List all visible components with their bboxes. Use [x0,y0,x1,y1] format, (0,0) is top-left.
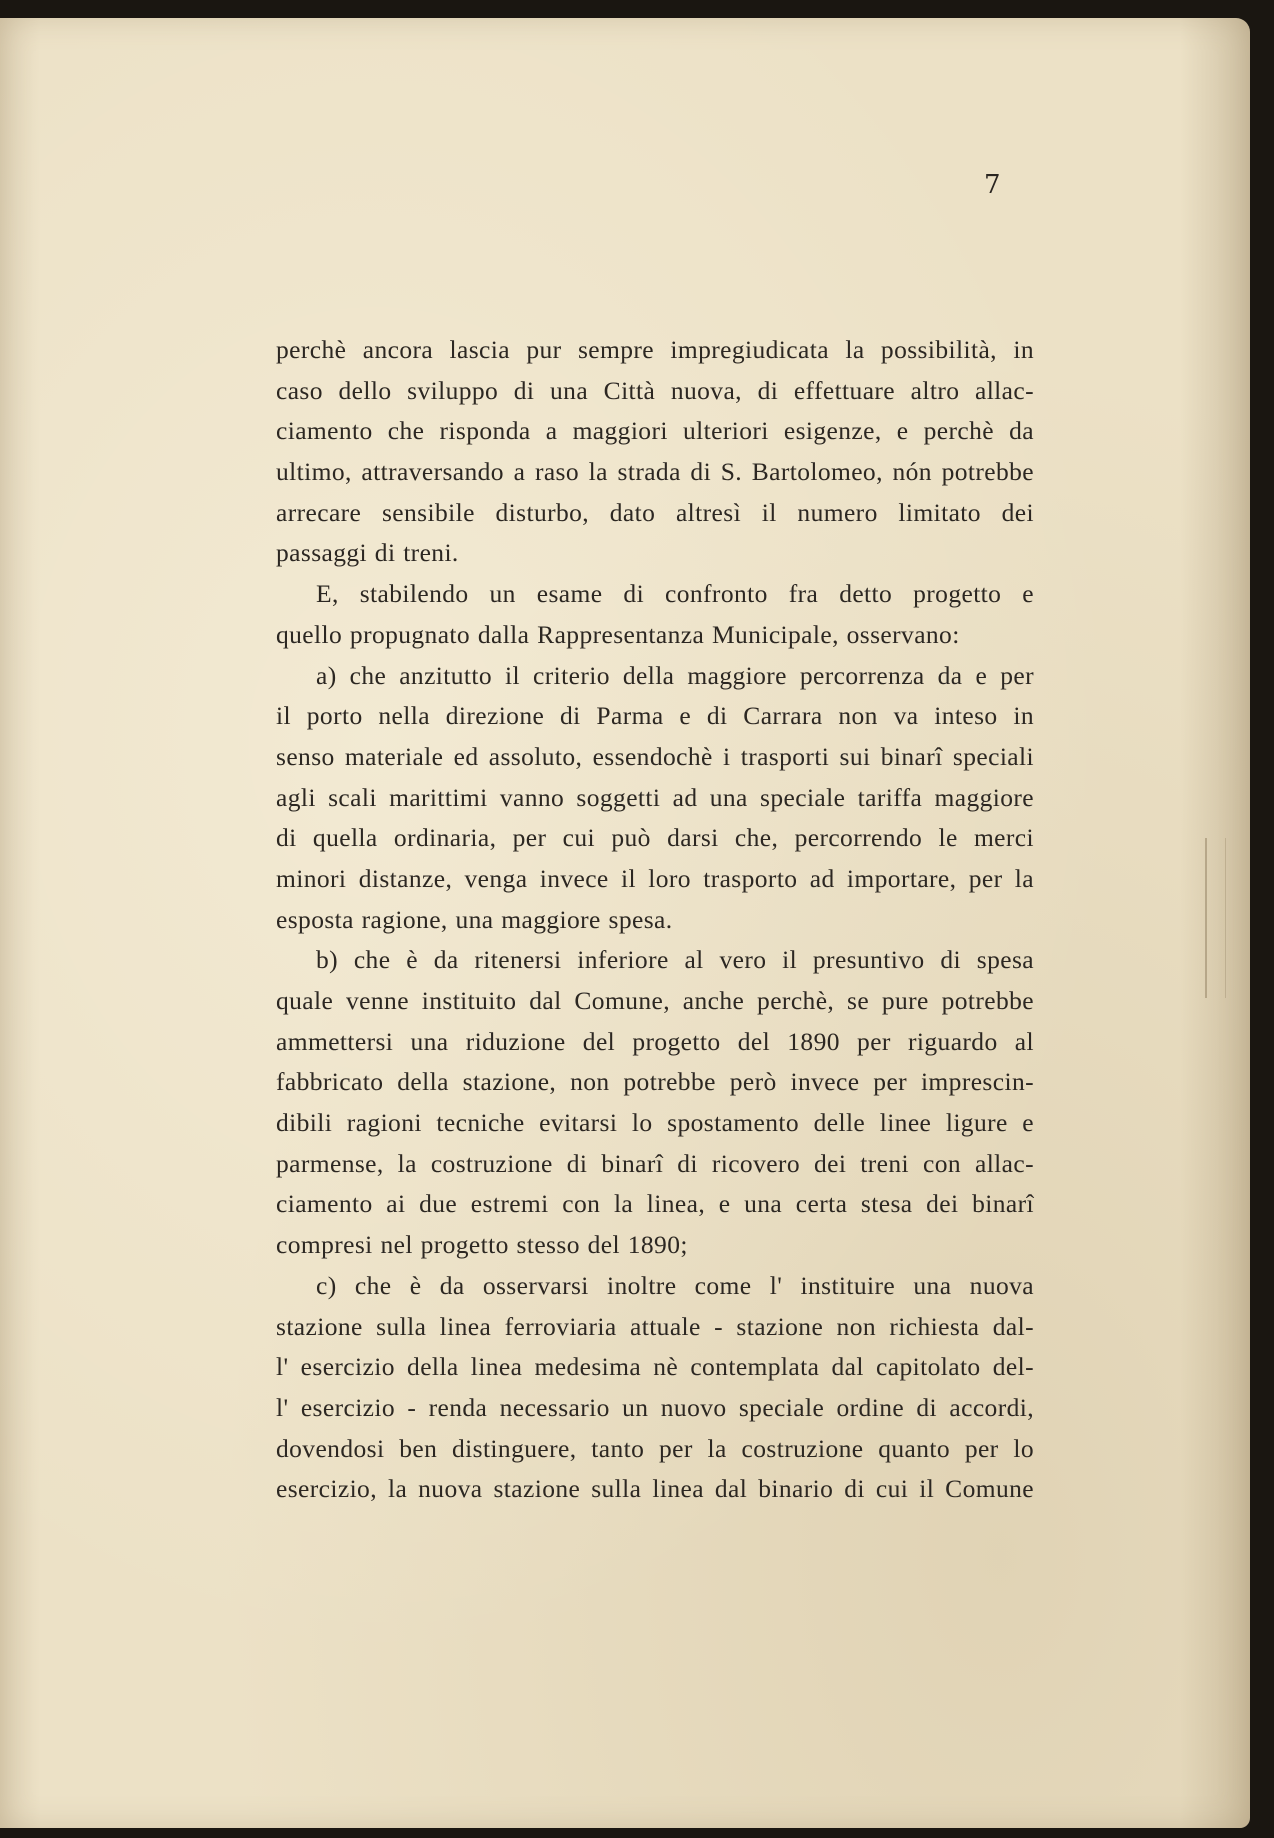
text-line: di quella ordinaria, per cui può darsi che, percorrendo le merci [276,823,1034,853]
text-line: esposta ragione, una maggiore spesa. [276,904,673,934]
text-line: ciamento che risponda a maggiori ulteriori esigenze, e perchè da [276,416,1034,446]
text-line: ultimo, attraversando a raso la strada di S. Bartolomeo, nón potrebbe [276,457,1034,487]
text-line: quello propugnato dalla Rappresentanza Municipale, osservano: [276,619,960,649]
page-number: 7 [984,170,1001,200]
text-line: passaggi di treni. [276,538,459,568]
text-line: l' esercizio della linea medesima nè contemplata dal capitolato del- [276,1352,1034,1382]
text-line: dovendosi ben distinguere, tanto per la costruzione quanto per lo [276,1433,1034,1463]
text-line: fabbricato della stazione, non potrebbe però invece per imprescin- [276,1067,1034,1097]
text-line: b) che è da ritenersi inferiore al vero il presuntivo di spesa [316,945,1034,975]
torn-page-edge [1205,838,1226,998]
text-line: caso dello sviluppo di una Città nuova, di effettuare altro allac- [276,375,1034,405]
text-line: quale venne instituito dal Comune, anche perchè, se pure potrebbe [276,986,1034,1015]
text-line: l' esercizio - renda necessario un nuovo speciale ordine di accordi, [276,1392,1034,1422]
text-line: dibili ragioni tecniche evitarsi lo spostamento delle linee ligure e [276,1108,1034,1138]
text-line: esercizio, la nuova stazione sulla linea dal binario di cui il Comune [276,1474,1034,1504]
text-line: c) che è da osservarsi inoltre come l' instituire una nuova [316,1270,1034,1300]
text-line: arrecare sensibile disturbo, dato altresì il numero limitato dei [276,497,1034,527]
text-line: stazione sulla linea ferroviaria attuale - stazione non richiesta dal- [276,1311,1034,1341]
text-line: ammettersi una riduzione del progetto del 1890 per riguardo al [276,1026,1034,1056]
text-line: E, stabilendo un esame di confronto fra detto progetto e [316,579,1034,609]
text-line: agli scali marittimi vanno soggetti ad una speciale tariffa maggiore [276,782,1034,812]
text-line: parmense, la costruzione di binarî di ricovero dei treni con allac- [276,1148,1034,1178]
text-line: senso materiale ed assoluto, essendochè i trasporti sui binarî speciali [276,741,1034,771]
text-line: a) che anzitutto il criterio della maggiore percorrenza da e per [316,660,1034,690]
text-line: il porto nella direzione di Parma e di Carrara non va inteso in [276,701,1034,731]
document-page [0,18,1250,1828]
text-line: minori distanze, venga invece il loro trasporto ad importare, per la [276,863,1034,893]
text-line: perchè ancora lascia pur sempre impregiudicata la possibilità, in [276,335,1034,364]
text-line: ciamento ai due estremi con la linea, e una certa stesa dei binarî [276,1189,1034,1219]
body-text [276,330,1034,1510]
text-line: compresi nel progetto stesso del 1890; [276,1230,688,1260]
